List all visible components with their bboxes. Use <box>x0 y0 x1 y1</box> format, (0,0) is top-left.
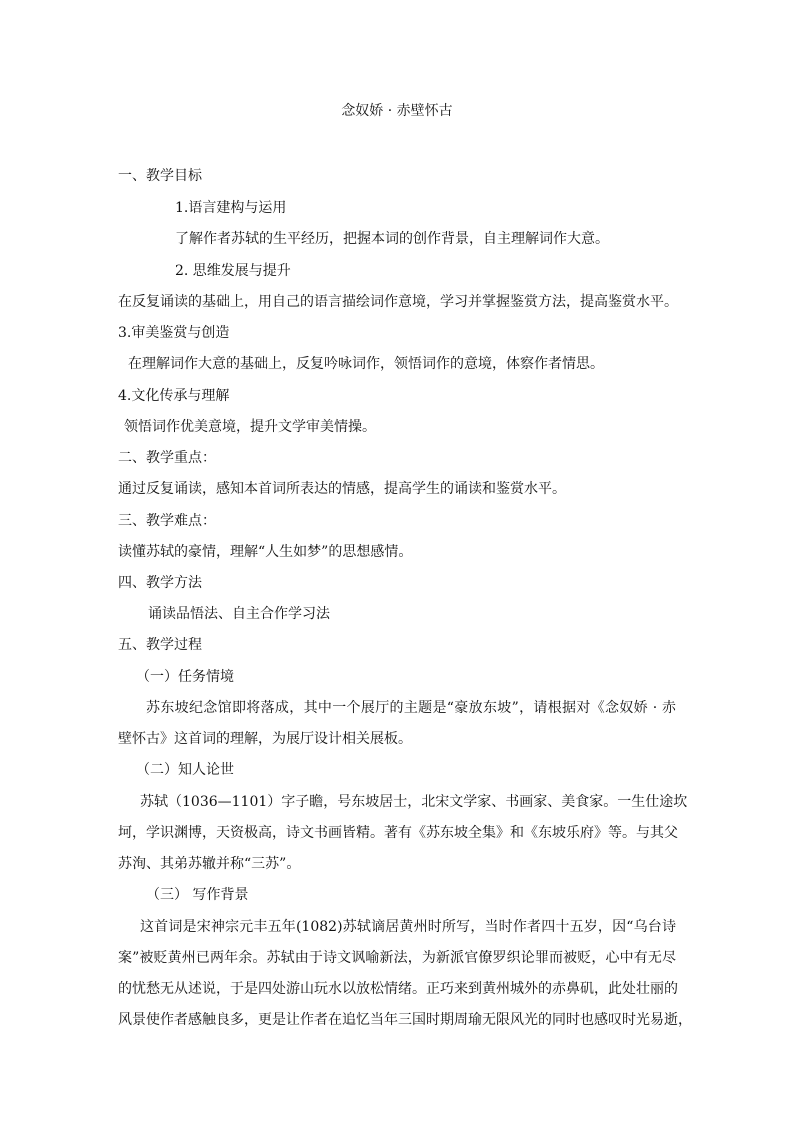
author-line-3: 苏洵、其弟苏辙并称“三苏”。 <box>118 856 301 872</box>
section-heading-difficulties: 三、教学难点： <box>118 513 216 529</box>
writing-background-line-4: 风景使作者感触良多，更是让作者在追忆当年三国时期周瑜无限风光的同时也感叹时光易逝， <box>118 1012 692 1028</box>
task-context-line-1: 苏东坡纪念馆即将落成，其中一个展厅的主题是“豪放东坡”，请根据对《念奴娇 · 赤 <box>146 700 676 716</box>
goal-2-text: 在反复诵读的基础上，用自己的语言描绘词作意境，学习并掌握鉴赏方法，提高鉴赏水平。 <box>118 294 678 310</box>
author-line-1: 苏轼（1036—1101）字子瞻，号东坡居士，北宋文学家、书画家、美食家。一生仕途坎 <box>140 794 688 810</box>
goal-3-text: 在理解词作大意的基础上，反复吟咏词作，领悟词作的意境，体察作者情思。 <box>128 356 604 372</box>
subsection-task-context: （一）任务情境 <box>136 669 234 685</box>
section-heading-methods: 四、教学方法 <box>118 575 202 591</box>
writing-background-line-2: 案”被贬黄州已两年余。苏轼由于诗文讽喻新法，为新派官僚罗织论罪而被贬，心中有无尽 <box>118 950 676 966</box>
goal-3-heading: 3.审美鉴赏与创造 <box>118 325 230 341</box>
key-points-text: 通过反复诵读，感知本首词所表达的情感，提高学生的诵读和鉴赏水平。 <box>118 481 566 497</box>
section-heading-process: 五、教学过程 <box>118 637 202 653</box>
document-title: 念奴娇 · 赤壁怀古 <box>341 103 453 119</box>
subsection-author-background: （二）知人论世 <box>136 762 234 778</box>
goal-1-text: 了解作者苏轼的生平经历，把握本词的创作背景，自主理解词作大意。 <box>175 231 609 247</box>
goal-4-text: 领悟词作优美意境，提升文学审美情操。 <box>124 419 376 435</box>
writing-background-line-1: 这首词是宋神宗元丰五年(1082)苏轼谪居黄州时所写，当时作者四十五岁，因“乌台诗 <box>140 919 676 935</box>
goal-4-heading: 4.文化传承与理解 <box>118 388 230 404</box>
subsection-writing-background: （三） 写作背景 <box>146 887 249 903</box>
difficulties-text: 读懂苏轼的豪情，理解“人生如梦”的思想感情。 <box>118 544 413 560</box>
task-context-line-2: 壁怀古》这首词的理解，为展厅设计相关展板。 <box>118 731 412 747</box>
author-line-2: 坷，学识渊博，天资极高，诗文书画皆精。著有《苏东坡全集》和《东坡乐府》等。与其父 <box>118 825 678 841</box>
goal-2-heading: 2. 思维发展与提升 <box>175 263 291 279</box>
section-heading-teaching-goals: 一、教学目标 <box>118 168 202 184</box>
section-heading-key-points: 二、教学重点： <box>118 450 216 466</box>
goal-1-heading: 1.语言建构与运用 <box>175 200 287 216</box>
methods-text: 诵读品悟法、自主合作学习法 <box>148 606 330 622</box>
writing-background-line-3: 的忧愁无从述说，于是四处游山玩水以放松情绪。正巧来到黄州城外的赤鼻矶，此处壮丽的 <box>118 981 678 997</box>
